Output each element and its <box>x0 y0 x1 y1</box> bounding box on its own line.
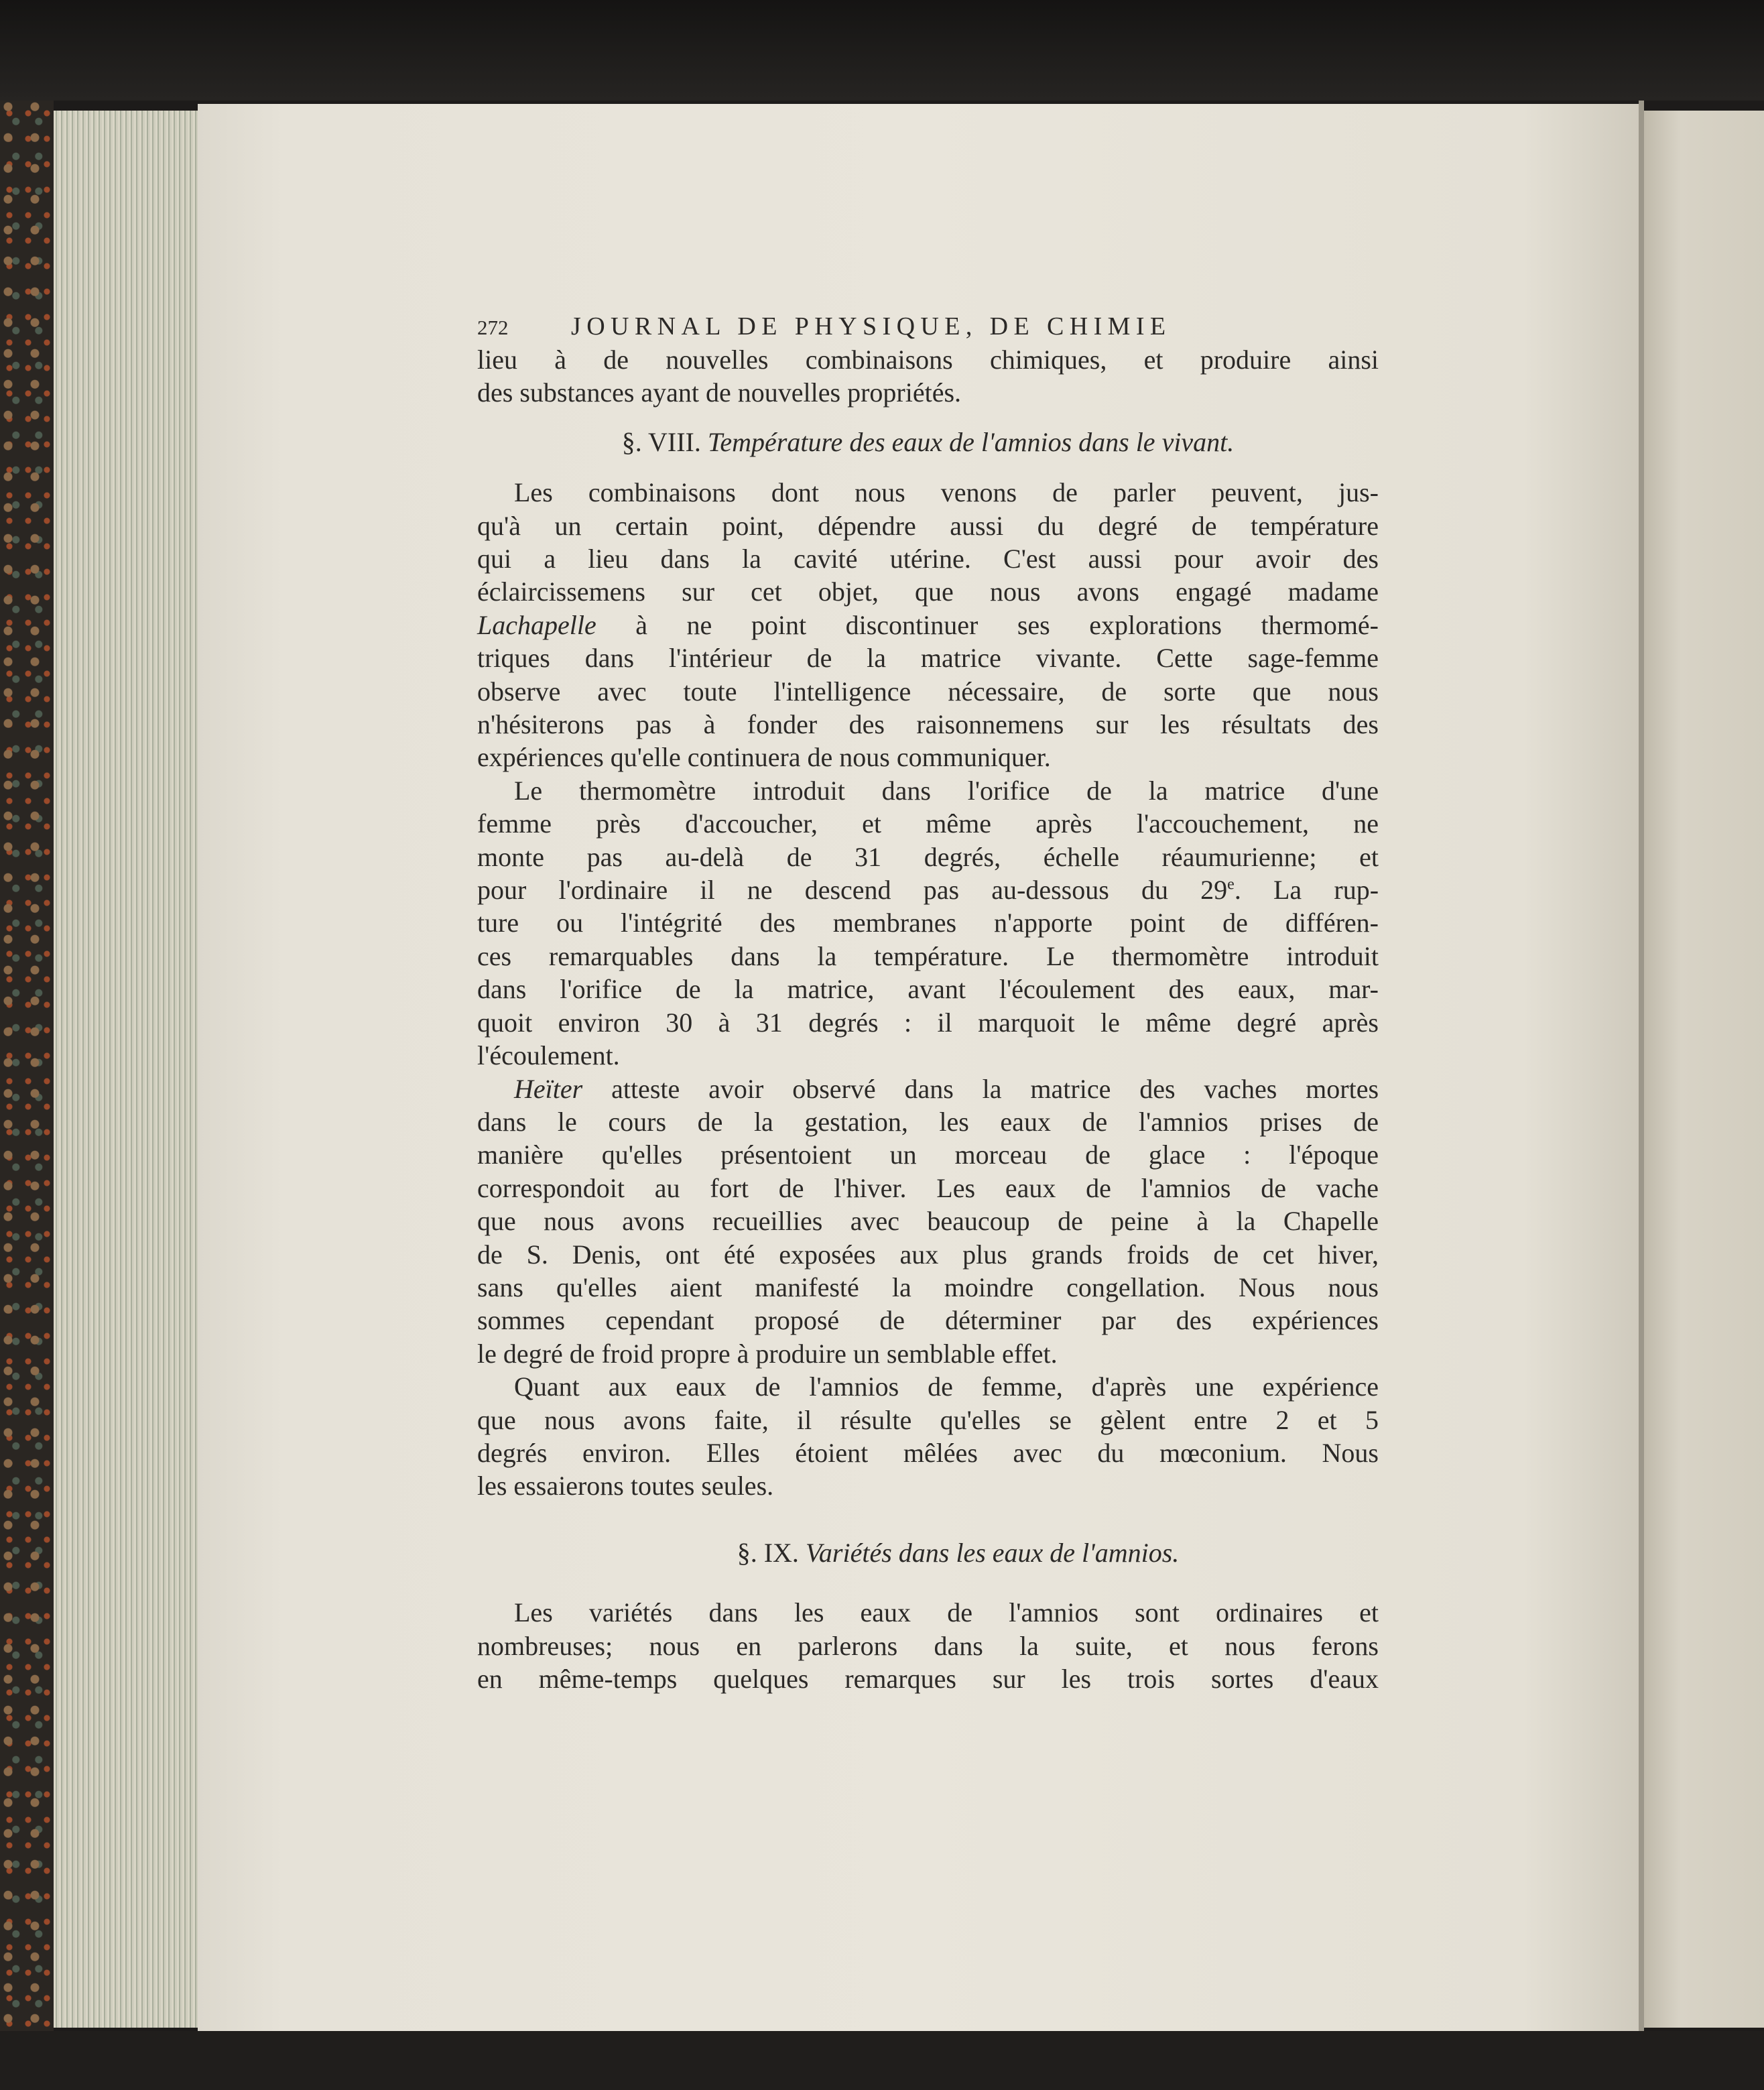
paragraph-4 <box>477 1370 1379 1503</box>
text-line: en même-temps quelques remarques sur les trois sortes d'eaux <box>477 1664 1379 1694</box>
text-line: ture ou l'intégrité des membranes n'apporte point de différen- <box>477 908 1379 938</box>
text-line: femme près d'accoucher, et même après l'accouchement, ne <box>477 808 1379 839</box>
text-line: ces remarquables dans la température. Le thermomètre introduit <box>477 940 1379 971</box>
superscript: e <box>1227 875 1235 894</box>
running-title: JOURNAL DE PHYSIQUE, DE CHIMIE <box>571 312 1172 341</box>
section-number: §. VIII. <box>621 426 701 457</box>
paragraph-2 <box>477 774 1379 1072</box>
text-line: Quant aux eaux de l'amnios de femme, d'après une expérience <box>514 1371 1379 1402</box>
text-line: Les combinaisons dont nous venons de parler peuvent, jus- <box>514 477 1379 508</box>
book-spine-marbled <box>0 101 54 2090</box>
text-line: nombreuses; nous en parlerons dans la suite, et nous ferons <box>477 1630 1379 1661</box>
text-line: le degré de froid propre à produire un semblable effet. <box>477 1338 1058 1369</box>
page-gutter <box>1639 101 1644 2031</box>
section-heading-viii <box>477 426 1379 458</box>
text-line: lieu à de nouvelles combinaisons chimiques, et produire ainsi <box>477 345 1379 375</box>
person-name: Heïter <box>514 1073 583 1104</box>
text-line: Le thermomètre introduit dans l'orifice de la matrice d'une <box>514 775 1379 806</box>
text-line: Lachapelle à ne point discontinuer ses explorations thermomé- <box>477 609 1379 640</box>
text-line: qui a lieu dans la cavité utérine. C'est aussi pour avoir des <box>477 544 1379 574</box>
scan-background-top <box>0 0 1764 101</box>
text-line: dans le cours de la gestation, les eaux de l'amnios prises de <box>477 1106 1379 1137</box>
text-line: que nous avons recueillies avec beaucoup de peine à la Chapelle <box>477 1206 1379 1237</box>
text-line: éclaircissemens sur cet objet, que nous avons engagé madame <box>477 576 1379 607</box>
text-line: triques dans l'intérieur de la matrice vivante. Cette sage-femme <box>477 643 1379 674</box>
text-line: l'écoulement. <box>477 1040 620 1071</box>
text-line: que nous avons faite, il résulte qu'elles se gèlent entre 2 et 5 <box>477 1404 1379 1435</box>
text-line: n'hésiterons pas à fonder des raisonnemens sur les résultats des <box>477 709 1379 740</box>
text-line: qu'à un certain point, dépendre aussi du degré de température <box>477 510 1379 541</box>
text-line: correspondoit au fort de l'hiver. Les eaux de l'amnios de vache <box>477 1172 1379 1203</box>
person-name: Lachapelle <box>477 609 596 640</box>
section-number: §. IX. <box>737 1537 799 1568</box>
text-line: les essaierons toutes seules. <box>477 1471 774 1501</box>
text-line: de S. Denis, ont été exposées aux plus grands froids de cet hiver, <box>477 1239 1379 1270</box>
page-text <box>477 310 1379 1695</box>
paragraph-5 <box>477 1596 1379 1695</box>
section-title: Température des eaux de l'amnios dans le vivant. <box>707 426 1235 457</box>
text-line: Les variétés dans les eaux de l'amnios sont ordinaires et <box>514 1597 1379 1628</box>
running-header <box>477 310 1379 343</box>
section-title: Variétés dans les eaux de l'amnios. <box>805 1537 1180 1568</box>
page-number: 272 <box>477 316 509 339</box>
text-line: quoit environ 30 à 31 degrés : il marquoit le même degré après <box>477 1007 1379 1038</box>
text-line: des substances ayant de nouvelles propriétés. <box>477 377 962 408</box>
text-line: observe avec toute l'intelligence nécessaire, de sorte que nous <box>477 676 1379 706</box>
text-line: pour l'ordinaire il ne descend pas au-dessous du 29e. La rup- <box>477 875 1379 906</box>
text-line: dans l'orifice de la matrice, avant l'écoulement des eaux, mar- <box>477 974 1379 1005</box>
page-stack-edges <box>54 111 199 2028</box>
intro-text <box>477 343 1379 410</box>
text-line: monte pas au-delà de 31 degrés, échelle réaumurienne; et <box>477 841 1379 872</box>
text-line: Heïter atteste avoir observé dans la matrice des vaches mortes <box>514 1073 1379 1104</box>
text-line: expériences qu'elle continuera de nous communiquer. <box>477 742 1051 773</box>
text-line: manière qu'elles présentoient un morceau de glace : l'époque <box>477 1140 1379 1170</box>
text-line: degrés environ. Elles étoient mêlées avec du mœconium. Nous <box>477 1437 1379 1468</box>
facing-page-edge <box>1644 111 1764 2028</box>
text-line: sans qu'elles aient manifesté la moindre congellation. Nous nous <box>477 1272 1379 1302</box>
section-heading-ix <box>477 1536 1379 1569</box>
paragraph-3 <box>477 1072 1379 1371</box>
paragraph-1 <box>477 476 1379 774</box>
text-line: sommes cependant proposé de déterminer par des expériences <box>477 1305 1379 1336</box>
scan-background-bottom <box>0 2031 1764 2090</box>
